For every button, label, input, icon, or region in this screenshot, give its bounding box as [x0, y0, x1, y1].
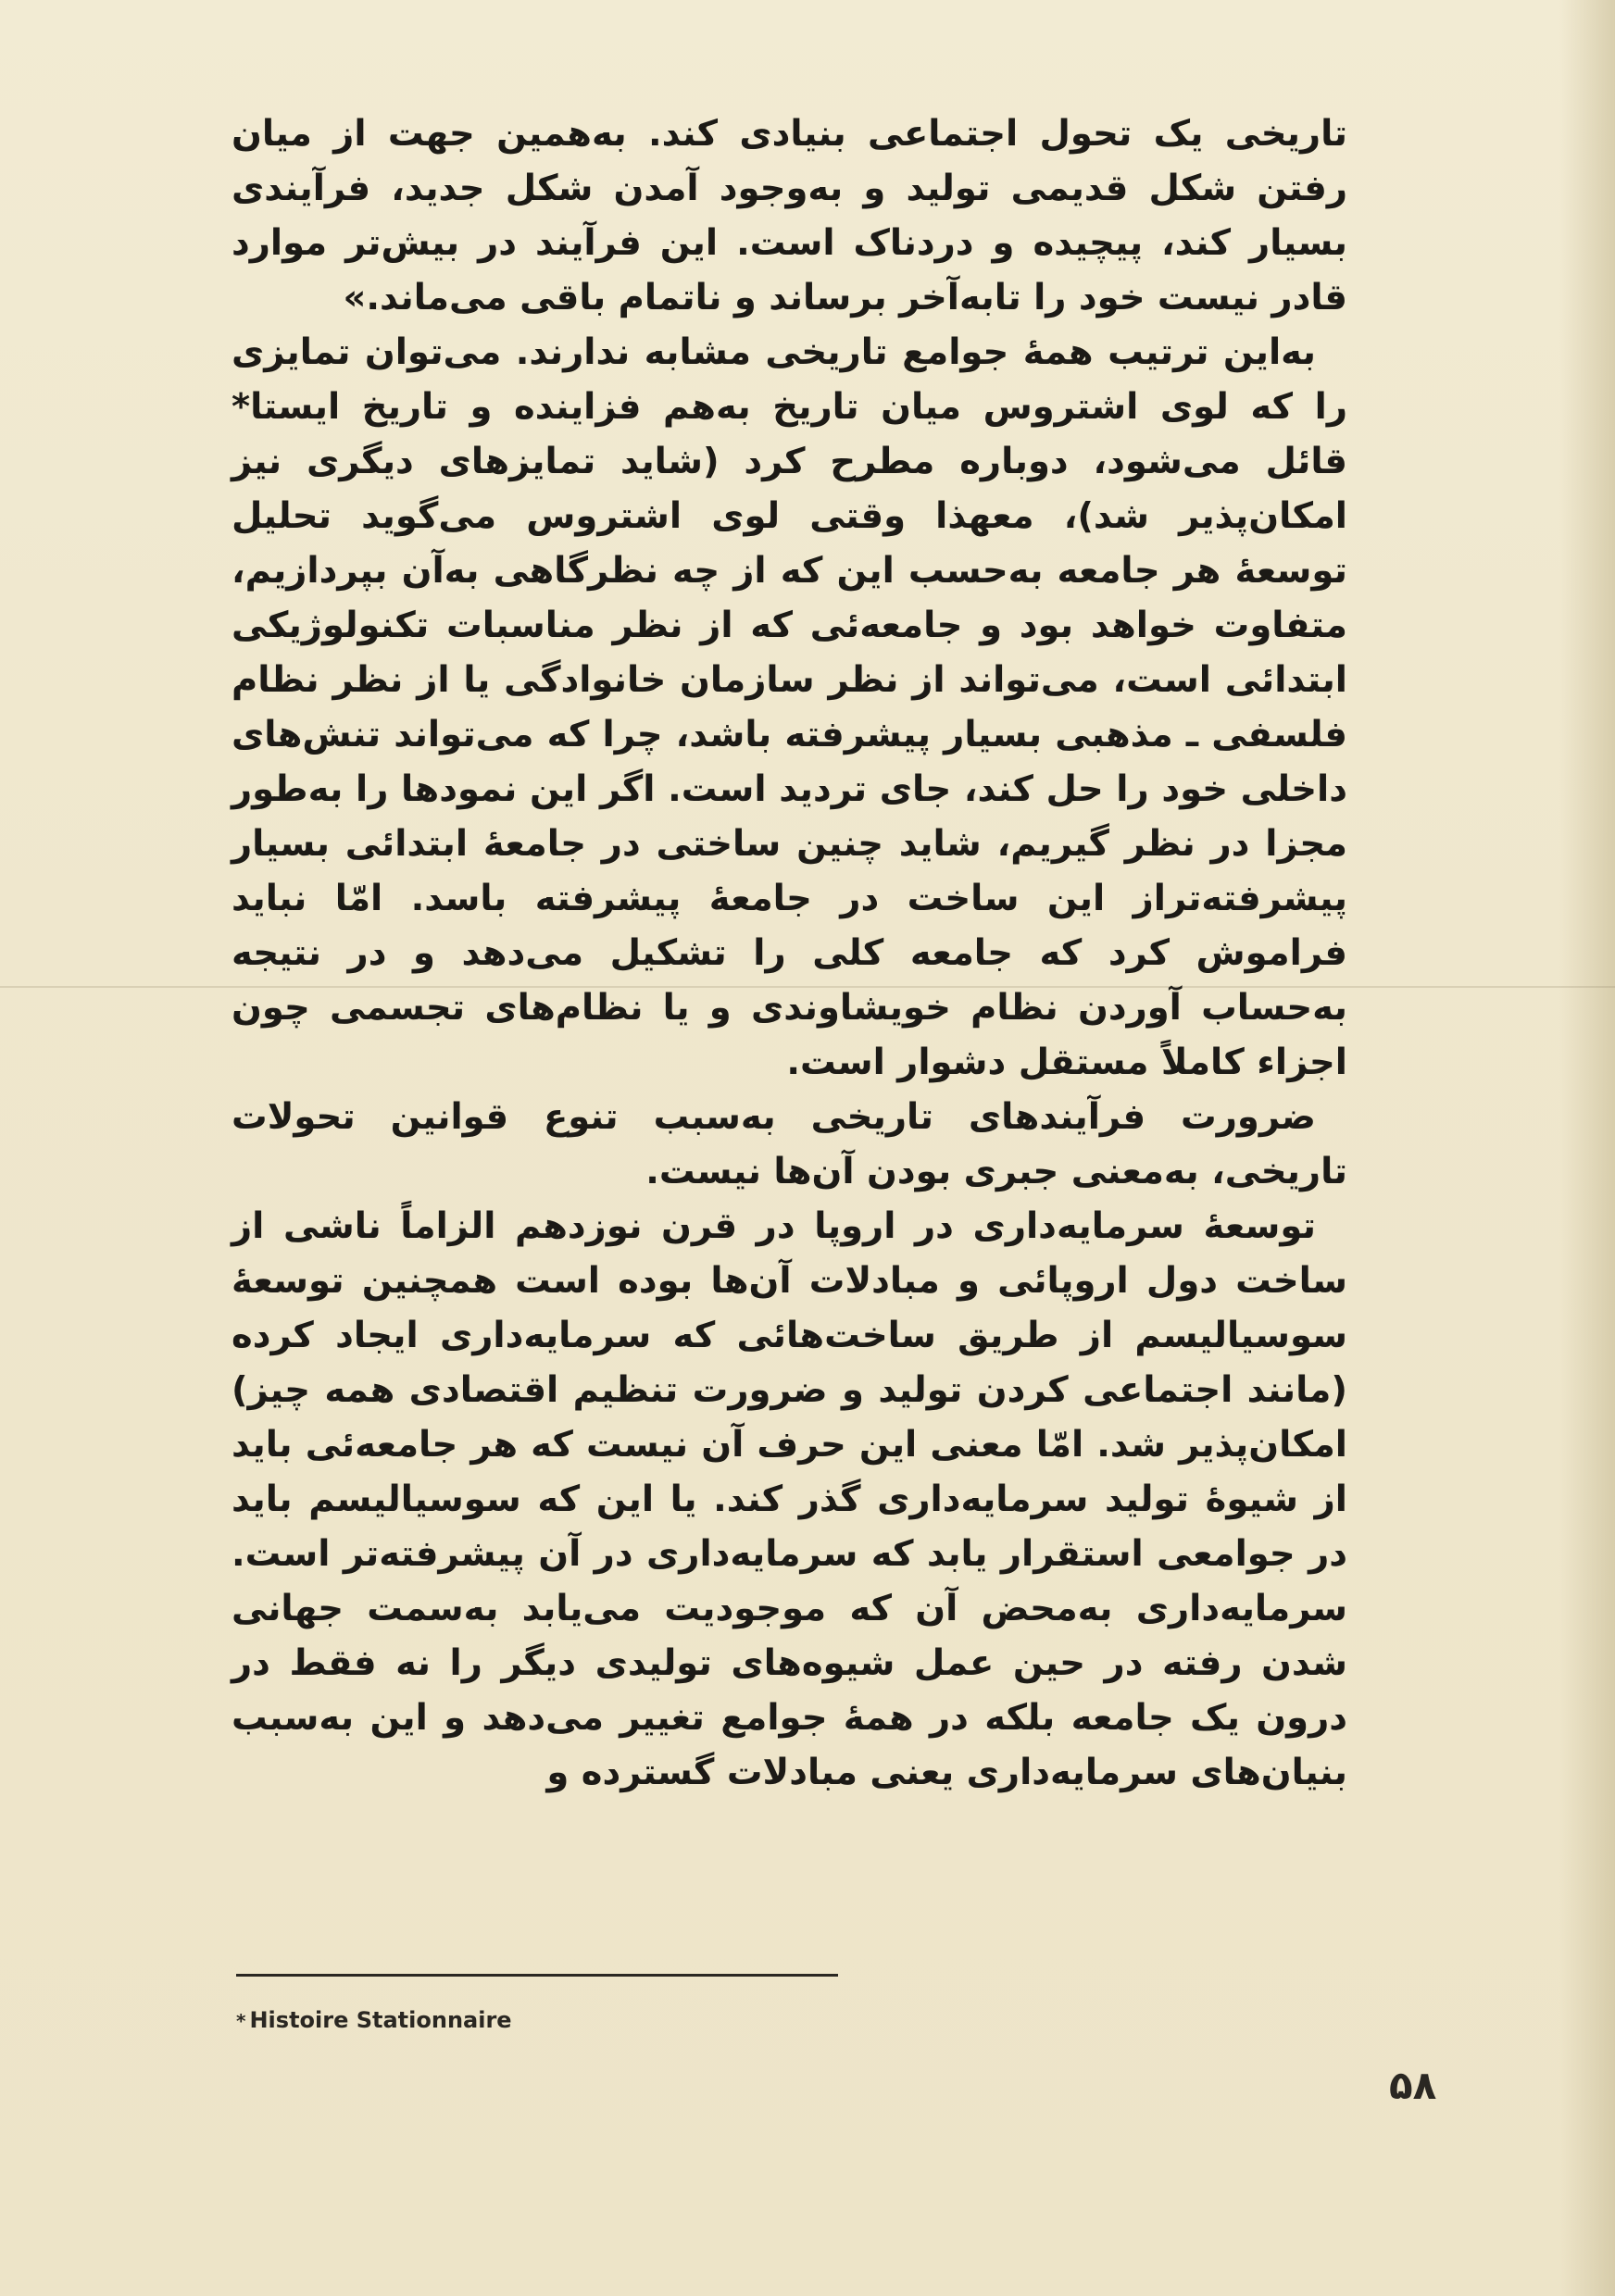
paragraph-2: به‌این ترتیب همهٔ جوامع تاریخی مشابه ندارند. می‌توان تمایزی را که لوی اشتروس میان تاریخ به‌هم فزاینده و تاریخ ایستا* قائل می‌شود، دوباره مطرح کرد (شاید تمایزهای دیگری نیز امکان‌پذیر شد)، معهذا وقتی لوی اشتروس می‌گوید تحلیل توسعهٔ هر جامعه به‌حسب این که از چه نظرگاهی به‌آن بپردازیم، متفاوت خواهد بود و جامعه‌ئی که از نظر مناسبات تکنولوژیکی ابتدائی است، می‌تواند از نظر سازمان خانوادگی یا از نظر نظام فلسفی ـ مذهبی بسیار پیشرفته باشد، چرا که می‌تواند تنش‌های داخلی خود را حل کند، جای تردید است. اگر این نمودها را به‌طور مجزا در نظر گیریم، شاید چنین ساختی در جامعهٔ ابتدائی بسیار پیشرفته‌تراز این ساخت در جامعهٔ پیشرفته باسد. امّا نباید فراموش کرد که جامعه کلی را تشکیل می‌دهد و در نتیجه به‌حساب آوردن نظام خویشاوندی و یا نظام‌های تجسمی چون اجزاء کاملاً مستقل دشوار است.: [232, 331, 1347, 1083]
paragraph-3: ضرورت فرآیندهای تاریخی به‌سبب تنوع قوانین تحولات تاریخی، به‌معنی جبری بودن آن‌ها نیست.: [232, 1096, 1347, 1192]
paragraph-1: تاریخی یک تحول اجتماعی بنیادی کند. به‌همین جهت از میان رفتن شکل قدیمی تولید و به‌وجود آمدن شکل جدید، فرآیندی بسیار کند، پیچیده و دردناک است. این فرآیند در بیش‌تر موارد قادر نیست خود را تابه‌آخر برساند و ناتمام باقی می‌ماند.»: [232, 113, 1347, 318]
footnote-divider: [236, 1974, 838, 1977]
page-number: ۵۸: [1389, 2063, 1437, 2108]
paragraph-4: توسعهٔ سرمایه‌داری در اروپا در قرن نوزدهم الزاماً ناشی از ساخت دول اروپائی و مبادلات آن‌ها بوده است همچنین توسعهٔ سوسیالیسم از طریق ساخت‌هائی که سرمایه‌داری ایجاد کرده (مانند اجتماعی کردن تولید و ضرورت تنظیم اقتصادی همه چیز) امکان‌پذیر شد. امّا معنی این حرف آن نیست که هر جامعه‌ئی باید از شیوهٔ تولید سرمایه‌داری گذر کند. یا این که سوسیالیسم باید در جوامعی استقرار یابد که سرمایه‌داری در آن پیشرفته‌تر است. سرمایه‌داری به‌محض آن که موجودیت می‌یابد به‌سمت جهانی شدن رفته در حین عمل شیوه‌های تولیدی دیگر را نه فقط در درون یک جامعه بلکه در همهٔ جوامع تغییر می‌دهد و این به‌سبب بنیان‌های سرمایه‌داری یعنی مبادلات گسترده و: [232, 1205, 1347, 1793]
footnote-text: Histoire Stationnaire: [249, 2007, 512, 2033]
footnote-asterisk: *: [236, 2010, 246, 2032]
footnote: [236, 2007, 512, 2033]
main-text: [232, 106, 1347, 1949]
